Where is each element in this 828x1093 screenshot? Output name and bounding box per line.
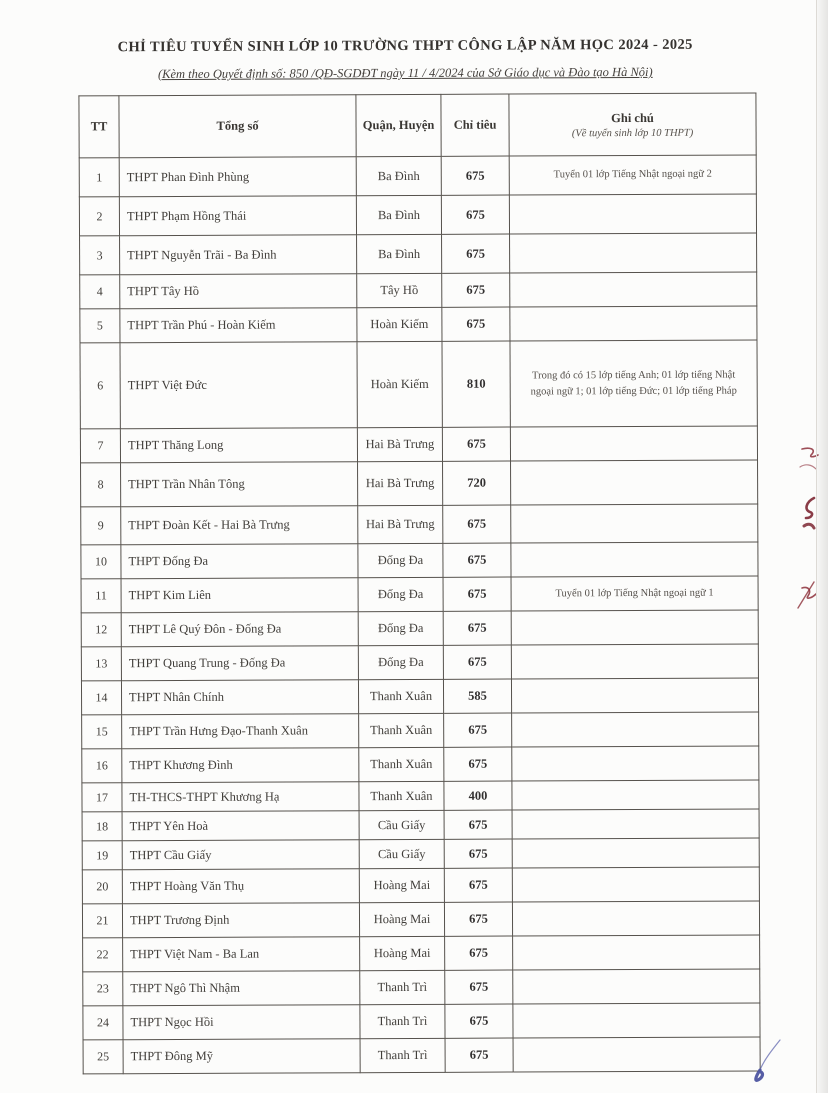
- school-name: THPT Kim Liên: [121, 578, 358, 613]
- row-index: 11: [81, 579, 121, 613]
- table-row: [80, 340, 757, 429]
- table-row: [82, 712, 759, 749]
- note: [513, 969, 760, 1004]
- row-index: 9: [81, 507, 121, 545]
- table-row: [81, 610, 758, 647]
- table-row: [82, 867, 759, 904]
- table-row: [82, 746, 759, 783]
- district: Đống Đa: [358, 611, 443, 645]
- table-row: [83, 969, 760, 1006]
- quota-value: 675: [445, 1004, 513, 1038]
- row-index: 25: [83, 1040, 123, 1074]
- note: Tuyển 01 lớp Tiếng Nhật ngoại ngữ 1: [511, 576, 758, 611]
- note: [510, 426, 757, 461]
- district: Hoàng Mai: [359, 868, 444, 902]
- note: [511, 460, 758, 505]
- quota-value: 675: [443, 645, 511, 679]
- table-row: [81, 644, 758, 681]
- district: Hai Bà Trưng: [358, 461, 443, 505]
- table-row: [80, 272, 757, 309]
- district: Cầu Giấy: [359, 810, 444, 839]
- table-row: [80, 426, 757, 463]
- school-name: THPT Nhân Chính: [121, 680, 358, 715]
- school-name: THPT Việt Đức: [120, 342, 357, 429]
- row-index: 20: [82, 870, 122, 904]
- table-row: [81, 678, 758, 715]
- quota-value: 675: [442, 307, 510, 341]
- table-row: [83, 1003, 760, 1040]
- quota-value: 675: [443, 577, 511, 611]
- row-index: 23: [83, 972, 123, 1006]
- quota-value: 675: [444, 810, 512, 839]
- table-row: [82, 780, 759, 812]
- note: [510, 233, 757, 273]
- header-school-name: Tổng số: [119, 95, 356, 158]
- quota-value: 675: [445, 936, 513, 970]
- quota-value: 675: [442, 273, 510, 307]
- district: Hoàng Mai: [359, 902, 444, 936]
- note: [513, 1037, 760, 1072]
- note: Tuyển 01 lớp Tiếng Nhật ngoại ngữ 2: [509, 155, 756, 195]
- header-tt: TT: [79, 96, 119, 158]
- district: Thanh Trì: [360, 1038, 445, 1072]
- district: Hoàn Kiếm: [357, 341, 442, 427]
- school-name: THPT Đống Đa: [121, 544, 358, 579]
- school-name: THPT Thăng Long: [120, 428, 357, 463]
- district: Thanh Trì: [360, 970, 445, 1004]
- district: Hai Bà Trưng: [357, 427, 442, 461]
- table-row: [83, 935, 760, 972]
- school-name: THPT Yên Hoà: [122, 811, 359, 841]
- row-index: 19: [82, 841, 122, 870]
- quota-value: 675: [444, 868, 512, 902]
- district: Tây Hồ: [357, 273, 442, 307]
- header-district: Quận, Huyện: [356, 94, 441, 156]
- school-name: THPT Ngô Thì Nhậm: [123, 971, 360, 1006]
- table-row: [79, 194, 756, 236]
- note: [512, 838, 759, 868]
- district: Đống Đa: [358, 543, 443, 577]
- quota-value: 810: [442, 341, 510, 427]
- quota-value: 675: [445, 970, 513, 1004]
- quota-value: 675: [441, 156, 509, 195]
- school-name: THPT Nguyễn Trãi - Ba Đình: [120, 235, 357, 275]
- school-name: THPT Đông Mỹ: [123, 1039, 360, 1074]
- row-index: 7: [80, 429, 120, 463]
- note: [512, 712, 759, 747]
- note: [512, 867, 759, 902]
- quota-value: 675: [443, 543, 511, 577]
- note: Trong đó có 15 lớp tiếng Anh; 01 lớp tiếng Nhật ngoại ngữ 1; 01 lớp tiếng Đức; 01 lớp tiếng Pháp: [510, 340, 757, 427]
- quota-value: 675: [444, 713, 512, 747]
- quota-value: 400: [444, 781, 512, 810]
- school-name: THPT Tây Hồ: [120, 274, 357, 309]
- table-row: [81, 542, 758, 579]
- header-note: [509, 93, 756, 156]
- district: Hai Bà Trưng: [358, 505, 443, 543]
- school-name: THPT Khương Đình: [122, 748, 359, 783]
- school-name: THPT Quang Trung - Đống Đa: [121, 646, 358, 681]
- table-body: [79, 155, 760, 1074]
- district: Thanh Xuân: [359, 713, 444, 747]
- quota-value: 675: [445, 1038, 513, 1072]
- note: [509, 194, 756, 234]
- row-index: 21: [82, 904, 122, 938]
- table-row: [81, 460, 758, 507]
- table-row: [82, 838, 759, 870]
- note: [512, 746, 759, 781]
- header-note-subtitle: (Về tuyển sinh lớp 10 THPT): [571, 127, 694, 139]
- header-note-label: Ghi chú: [611, 110, 654, 125]
- note: [513, 935, 760, 970]
- quota-value: 585: [443, 679, 511, 713]
- quota-value: 675: [444, 747, 512, 781]
- scan-page-edge: [816, 0, 828, 1093]
- table-row: [79, 155, 756, 197]
- table-row: [80, 233, 757, 275]
- row-index: 5: [80, 309, 120, 343]
- quota-value: 675: [444, 902, 512, 936]
- row-index: 10: [81, 545, 121, 579]
- table-header-row: [79, 93, 756, 158]
- school-name: THPT Cầu Giấy: [122, 840, 359, 870]
- table-row: [83, 1037, 760, 1074]
- quota-value: 675: [443, 611, 511, 645]
- school-name: THPT Việt Nam - Ba Lan: [123, 937, 360, 972]
- district: Đống Đa: [358, 645, 443, 679]
- note: [511, 542, 758, 577]
- district: Thanh Trì: [360, 1004, 445, 1038]
- school-name: THPT Trần Phú - Hoàn Kiếm: [120, 308, 357, 343]
- quota-value: 720: [443, 461, 511, 505]
- table-header: [79, 93, 756, 158]
- district: Thanh Xuân: [358, 679, 443, 713]
- school-name: THPT Trương Định: [122, 903, 359, 938]
- district: Ba Đình: [356, 156, 441, 195]
- row-index: 16: [82, 749, 122, 783]
- quota-table: [78, 92, 760, 1074]
- document-subtitle: (Kèm theo Quyết định số: 850 /QĐ-SGDĐT ngày 11 / 4/2024 của Sở Giáo dục và Đào tạo Hà Nội): [157, 64, 653, 82]
- district: Cầu Giấy: [359, 839, 444, 868]
- row-index: 17: [82, 783, 122, 812]
- row-index: 2: [79, 197, 119, 236]
- row-index: 12: [81, 613, 121, 647]
- row-index: 1: [79, 158, 119, 197]
- district: Hoàng Mai: [360, 936, 445, 970]
- note: [511, 644, 758, 679]
- district: Đống Đa: [358, 577, 443, 611]
- quota-value: 675: [442, 234, 510, 273]
- row-index: 14: [81, 681, 121, 715]
- blue-pen-mark: [746, 1036, 784, 1086]
- district: Ba Đình: [356, 195, 441, 234]
- table-row: [80, 306, 757, 343]
- note: [512, 901, 759, 936]
- table-row: [81, 576, 758, 613]
- note: [511, 610, 758, 645]
- school-name: THPT Trần Hưng Đạo-Thanh Xuân: [122, 714, 359, 749]
- row-index: 8: [81, 463, 121, 507]
- row-index: 22: [83, 938, 123, 972]
- district: Ba Đình: [357, 234, 442, 273]
- row-index: 24: [83, 1006, 123, 1040]
- school-name: THPT Hoàng Văn Thụ: [122, 869, 359, 904]
- note: [510, 272, 757, 307]
- quota-value: 675: [441, 195, 509, 234]
- row-index: 18: [82, 812, 122, 841]
- row-index: 3: [80, 236, 120, 275]
- district: Thanh Xuân: [359, 747, 444, 781]
- school-name: THPT Phạm Hồng Thái: [119, 196, 356, 236]
- row-index: 6: [80, 343, 120, 429]
- document-title: CHỈ TIÊU TUYỂN SINH LỚP 10 TRƯỜNG THPT CÔNG LẬP NĂM HỌC 2024 - 2025: [117, 36, 693, 56]
- district: Thanh Xuân: [359, 781, 444, 810]
- note: [511, 678, 758, 713]
- district: Hoàn Kiếm: [357, 307, 442, 341]
- school-name: TH-THCS-THPT Khương Hạ: [122, 782, 359, 812]
- note: [510, 306, 757, 341]
- table-row: [82, 901, 759, 938]
- row-index: 4: [80, 275, 120, 309]
- school-name: THPT Đoàn Kết - Hai Bà Trưng: [121, 506, 358, 545]
- note: [513, 1003, 760, 1038]
- quota-value: 675: [443, 505, 511, 543]
- school-name: THPT Trần Nhân Tông: [121, 462, 358, 507]
- table-row: [81, 504, 758, 545]
- header-quota: Chỉ tiêu: [441, 94, 509, 156]
- row-index: 15: [82, 715, 122, 749]
- quota-value: 675: [442, 427, 510, 461]
- note: [512, 780, 759, 810]
- note: [512, 809, 759, 839]
- school-name: THPT Phan Đình Phùng: [119, 157, 356, 197]
- school-name: THPT Ngọc Hồi: [123, 1005, 360, 1040]
- row-index: 13: [81, 647, 121, 681]
- school-name: THPT Lê Quý Đôn - Đống Đa: [121, 612, 358, 647]
- quota-value: 675: [444, 839, 512, 868]
- note: [511, 504, 758, 543]
- table-row: [82, 809, 759, 841]
